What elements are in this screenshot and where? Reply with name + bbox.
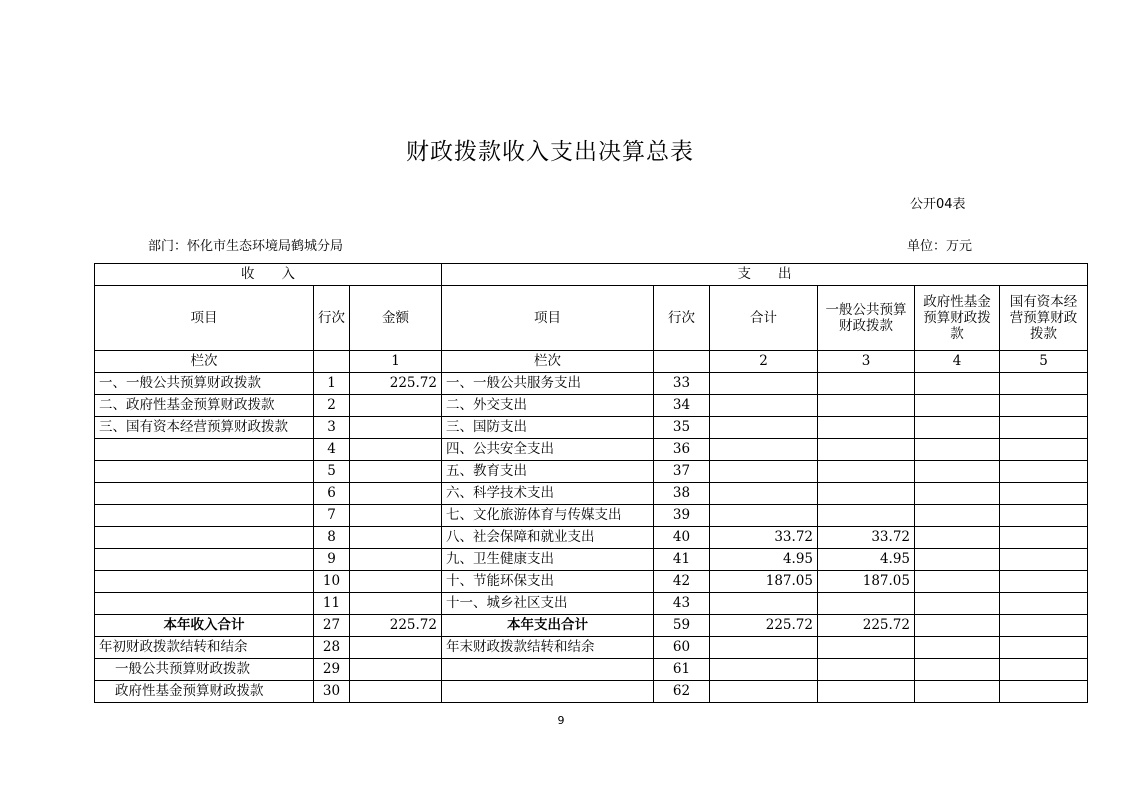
expense-total: 187.05	[710, 571, 818, 593]
table-row	[95, 549, 1088, 571]
expense-total: 225.72	[710, 615, 818, 637]
gov-fund-value	[915, 527, 1000, 549]
income-amount	[350, 571, 442, 593]
expense-item: 九、卫生健康支出	[442, 549, 654, 571]
state-capital-value	[1000, 483, 1088, 505]
state-capital-value	[1000, 395, 1088, 417]
income-row-no: 8	[314, 527, 350, 549]
expense-total: 4.95	[710, 549, 818, 571]
general-budget-value	[818, 505, 915, 527]
gov-fund-value	[915, 373, 1000, 395]
income-amount	[350, 659, 442, 681]
expense-row-no: 36	[654, 439, 710, 461]
expense-row-no: 61	[654, 659, 710, 681]
expense-item: 三、国防支出	[442, 417, 654, 439]
income-amount: 225.72	[350, 373, 442, 395]
state-capital-value	[1000, 593, 1088, 615]
income-row-no: 5	[314, 461, 350, 483]
column-number-row	[95, 351, 1088, 373]
state-capital-value	[1000, 461, 1088, 483]
general-budget-value	[818, 461, 915, 483]
expense-item-header: 项目	[442, 286, 654, 351]
gov-fund-value	[915, 659, 1000, 681]
income-item: 三、国有资本经营预算财政拨款	[95, 417, 314, 439]
header-row-2	[95, 286, 1088, 351]
general-budget-value: 4.95	[818, 549, 915, 571]
gov-fund-value	[915, 637, 1000, 659]
column-number-5: 5	[1000, 351, 1088, 373]
gov-fund-value	[915, 483, 1000, 505]
income-item-header: 项目	[95, 286, 314, 351]
department-label: 部门：怀化市生态环境局鹤城分局	[148, 239, 344, 254]
income-row-no: 27	[314, 615, 350, 637]
income-amount	[350, 439, 442, 461]
expense-total	[710, 593, 818, 615]
income-row-no: 6	[314, 483, 350, 505]
gov-fund-header: 政府性基金预算财政拨款	[915, 286, 1000, 351]
total-header: 合计	[710, 286, 818, 351]
general-budget-value: 225.72	[818, 615, 915, 637]
general-budget-value: 33.72	[818, 527, 915, 549]
income-row-no: 7	[314, 505, 350, 527]
column-label-left: 栏次	[95, 351, 314, 373]
expense-total	[710, 681, 818, 703]
expense-row-no: 41	[654, 549, 710, 571]
income-item: 政府性基金预算财政拨款	[95, 681, 314, 703]
income-row-no: 3	[314, 417, 350, 439]
expense-item: 十、节能环保支出	[442, 571, 654, 593]
expense-item: 四、公共安全支出	[442, 439, 654, 461]
expense-item	[442, 659, 654, 681]
page-title: 财政拨款收入支出决算总表	[406, 139, 694, 165]
table-row	[95, 417, 1088, 439]
gov-fund-value	[915, 395, 1000, 417]
expense-row-no: 60	[654, 637, 710, 659]
state-capital-value	[1000, 681, 1088, 703]
general-budget-value	[818, 417, 915, 439]
state-capital-value	[1000, 505, 1088, 527]
state-capital-value	[1000, 439, 1088, 461]
gov-fund-value	[915, 571, 1000, 593]
general-budget-value	[818, 395, 915, 417]
page-number: 9	[557, 714, 565, 727]
column-number-3: 3	[818, 351, 915, 373]
gov-fund-value	[915, 681, 1000, 703]
income-amount	[350, 593, 442, 615]
expense-item: 年末财政拨款结转和结余	[442, 637, 654, 659]
state-capital-value	[1000, 527, 1088, 549]
general-budget-value	[818, 593, 915, 615]
expense-total	[710, 483, 818, 505]
state-capital-header: 国有资本经营预算财政拨款	[1000, 286, 1088, 351]
expense-item: 七、文化旅游体育与传媒支出	[442, 505, 654, 527]
table-row	[95, 439, 1088, 461]
income-amount	[350, 395, 442, 417]
income-item	[95, 483, 314, 505]
table-row	[95, 483, 1088, 505]
expense-row-no: 37	[654, 461, 710, 483]
income-item	[95, 505, 314, 527]
general-budget-value	[818, 483, 915, 505]
income-header: 收 入	[95, 264, 442, 286]
state-capital-value	[1000, 571, 1088, 593]
income-amount	[350, 549, 442, 571]
expense-row-no: 33	[654, 373, 710, 395]
expense-total	[710, 439, 818, 461]
general-budget-value	[818, 373, 915, 395]
expense-row-no: 62	[654, 681, 710, 703]
expense-row-no: 43	[654, 593, 710, 615]
income-amount: 225.72	[350, 615, 442, 637]
state-capital-value	[1000, 549, 1088, 571]
expense-item	[442, 681, 654, 703]
expense-total	[710, 395, 818, 417]
income-item	[95, 527, 314, 549]
expense-row-no: 34	[654, 395, 710, 417]
table-row	[95, 373, 1088, 395]
income-row-no: 1	[314, 373, 350, 395]
expense-row-no: 35	[654, 417, 710, 439]
income-amount	[350, 527, 442, 549]
total-row	[95, 615, 1088, 637]
state-capital-value	[1000, 637, 1088, 659]
expense-item: 五、教育支出	[442, 461, 654, 483]
general-budget-value	[818, 637, 915, 659]
income-amount	[350, 637, 442, 659]
income-amount	[350, 483, 442, 505]
gov-fund-value	[915, 593, 1000, 615]
table-row	[95, 505, 1088, 527]
income-item: 一、一般公共预算财政拨款	[95, 373, 314, 395]
expense-header: 支 出	[442, 264, 1088, 286]
expense-total	[710, 505, 818, 527]
income-amount	[350, 505, 442, 527]
table-row	[95, 527, 1088, 549]
income-item: 二、政府性基金预算财政拨款	[95, 395, 314, 417]
income-item: 本年收入合计	[95, 615, 314, 637]
income-amount	[350, 461, 442, 483]
expense-row-no-header: 行次	[654, 286, 710, 351]
income-row-no: 2	[314, 395, 350, 417]
expense-item: 八、社会保障和就业支出	[442, 527, 654, 549]
general-budget-header: 一般公共预算财政拨款	[818, 286, 915, 351]
expense-row-no: 42	[654, 571, 710, 593]
income-amount	[350, 681, 442, 703]
gov-fund-value	[915, 461, 1000, 483]
gov-fund-value	[915, 505, 1000, 527]
expense-row-no: 38	[654, 483, 710, 505]
income-row-no: 9	[314, 549, 350, 571]
column-label-right: 栏次	[442, 351, 654, 373]
unit-label: 单位：万元	[907, 239, 973, 254]
financial-summary-table	[94, 263, 1088, 703]
income-row-no: 29	[314, 659, 350, 681]
amount-header: 金额	[350, 286, 442, 351]
expense-total	[710, 659, 818, 681]
state-capital-value	[1000, 373, 1088, 395]
expense-item: 本年支出合计	[442, 615, 654, 637]
income-item	[95, 461, 314, 483]
income-item	[95, 439, 314, 461]
state-capital-value	[1000, 659, 1088, 681]
column-number-4: 4	[915, 351, 1000, 373]
header-row-1	[95, 264, 1088, 286]
expense-item: 十一、城乡社区支出	[442, 593, 654, 615]
income-item	[95, 549, 314, 571]
income-row-no: 28	[314, 637, 350, 659]
table-row	[95, 571, 1088, 593]
gov-fund-value	[915, 549, 1000, 571]
income-item	[95, 571, 314, 593]
table-row	[95, 681, 1088, 703]
general-budget-value	[818, 681, 915, 703]
expense-total	[710, 637, 818, 659]
expense-total	[710, 373, 818, 395]
income-row-no: 10	[314, 571, 350, 593]
expense-total	[710, 461, 818, 483]
general-budget-value: 187.05	[818, 571, 915, 593]
income-amount	[350, 417, 442, 439]
state-capital-value	[1000, 417, 1088, 439]
general-budget-value	[818, 439, 915, 461]
expense-row-no: 39	[654, 505, 710, 527]
expense-item: 六、科学技术支出	[442, 483, 654, 505]
income-row-no: 30	[314, 681, 350, 703]
expense-row-no: 40	[654, 527, 710, 549]
income-item: 一般公共预算财政拨款	[95, 659, 314, 681]
income-item	[95, 593, 314, 615]
state-capital-value	[1000, 615, 1088, 637]
table-row	[95, 461, 1088, 483]
income-row-no: 4	[314, 439, 350, 461]
income-row-no-header: 行次	[314, 286, 350, 351]
expense-total	[710, 417, 818, 439]
gov-fund-value	[915, 615, 1000, 637]
income-item: 年初财政拨款结转和结余	[95, 637, 314, 659]
gov-fund-value	[915, 417, 1000, 439]
expense-item: 二、外交支出	[442, 395, 654, 417]
general-budget-value	[818, 659, 915, 681]
column-number-2: 2	[710, 351, 818, 373]
expense-row-no: 59	[654, 615, 710, 637]
table-row	[95, 637, 1088, 659]
income-row-no: 11	[314, 593, 350, 615]
expense-item: 一、一般公共服务支出	[442, 373, 654, 395]
gov-fund-value	[915, 439, 1000, 461]
column-number-1: 1	[350, 351, 442, 373]
expense-total: 33.72	[710, 527, 818, 549]
table-row	[95, 395, 1088, 417]
table-row	[95, 593, 1088, 615]
table-row	[95, 659, 1088, 681]
form-code: 公开04表	[910, 197, 966, 212]
